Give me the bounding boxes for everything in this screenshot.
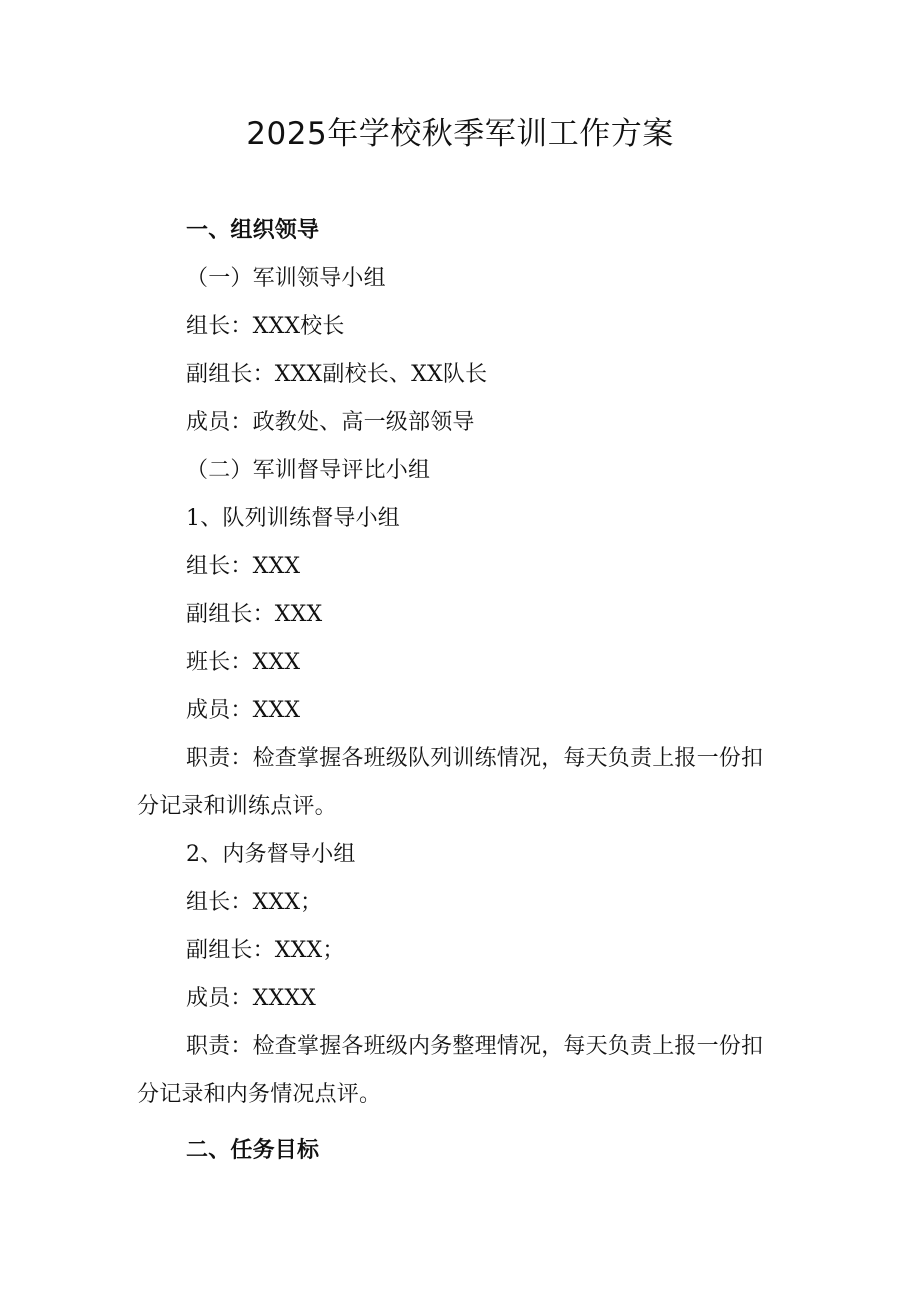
drill-supervision-members: 成员：XXX [186, 698, 301, 723]
subsection-heading-leadership-group: （一）军训领导小组 [186, 266, 386, 291]
dorm-supervision-heading: 2、内务督导小组 [186, 842, 356, 867]
section-heading-task-goals: 二、任务目标 [186, 1138, 320, 1163]
drill-supervision-leader: 组长：XXX [186, 554, 301, 579]
dorm-supervision-members: 成员：XXXX [186, 986, 317, 1011]
drill-supervision-monitor: 班长：XXX [186, 650, 301, 675]
leadership-group-leader: 组长：XXX校长 [186, 314, 345, 339]
drill-supervision-duty-line-2: 分记录和训练点评。 [137, 794, 337, 819]
leadership-group-members: 成员：政教处、高一级部领导 [186, 410, 475, 435]
section-heading-organization: 一、组织领导 [186, 218, 320, 243]
dorm-supervision-deputy: 副组长：XXX； [186, 938, 345, 963]
drill-supervision-deputy: 副组长：XXX [186, 602, 323, 627]
dorm-supervision-duty-line-2: 分记录和内务情况点评。 [137, 1082, 382, 1107]
drill-supervision-heading: 1、队列训练督导小组 [186, 506, 400, 531]
dorm-supervision-duty-line-1: 职责：检查掌握各班级内务整理情况，每天负责上报一份扣 [186, 1034, 764, 1059]
leadership-group-deputy: 副组长：XXX副校长、XX队长 [186, 362, 488, 387]
subsection-heading-supervision-group: （二）军训督导评比小组 [186, 458, 431, 483]
document-title: 2025年学校秋季军训工作方案 [246, 116, 674, 152]
dorm-supervision-leader: 组长：XXX； [186, 890, 323, 915]
drill-supervision-duty-line-1: 职责：检查掌握各班级队列训练情况，每天负责上报一份扣 [186, 746, 764, 771]
